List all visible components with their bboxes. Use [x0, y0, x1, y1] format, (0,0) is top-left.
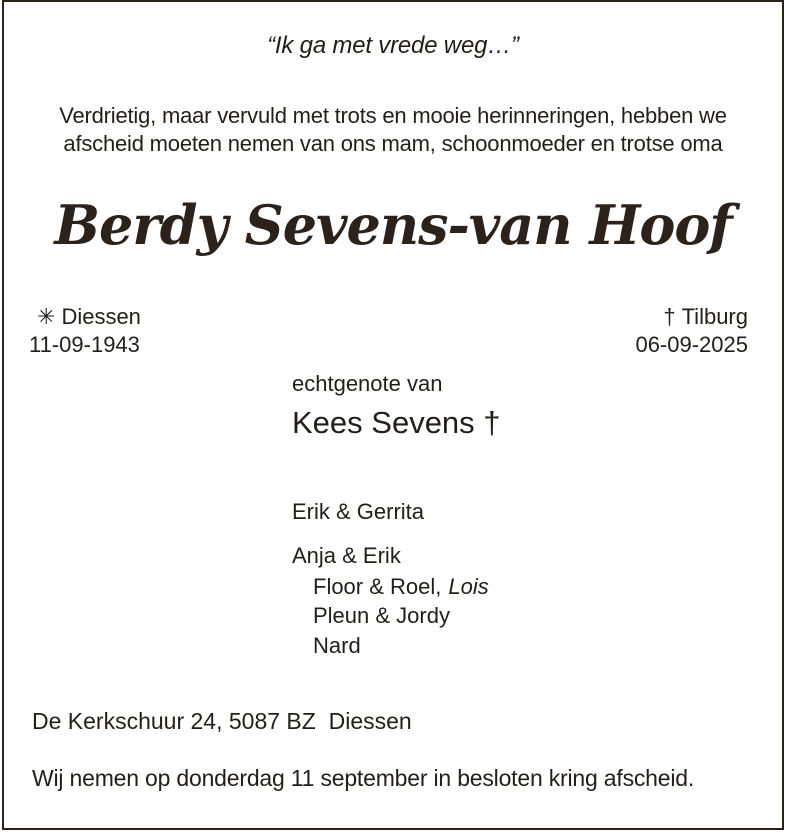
correspondence-address: De Kerkschuur 24, 5087 BZ Diessen [32, 708, 412, 734]
death-place: Tilburg [681, 304, 748, 329]
death-cross-icon: † [663, 304, 676, 329]
spouse-label: echtgenote van [292, 371, 443, 396]
birth-info [29, 303, 141, 359]
death-date: 06-09-2025 [635, 332, 748, 357]
family-line-grandchildren-3: Nard [313, 633, 361, 658]
obituary-card [2, 0, 784, 830]
intro-paragraph [4, 102, 782, 158]
birth-place: Diessen [61, 304, 141, 329]
spouse-name: Kees Sevens † [292, 405, 501, 440]
birth-place-line [29, 303, 141, 331]
family-line-grandchildren-2: Pleun & Jordy [313, 603, 450, 628]
death-place-line [635, 303, 748, 331]
family-line-children-2: Anja & Erik [292, 543, 401, 568]
closing-line: Wij nemen op donderdag 11 september in besloten kring afscheid. [32, 765, 695, 791]
intro-line-2: afscheid moeten nemen van ons mam, schoonmoeder en trotse oma [63, 131, 723, 156]
birth-date: 11-09-1943 [29, 332, 140, 357]
birth-star-icon: ✳ [37, 304, 56, 329]
great-grandchild-name: Lois [448, 574, 489, 599]
intro-line-1: Verdrietig, maar vervuld met trots en mooie herinneringen, hebben we [59, 103, 727, 128]
family-line-children-1: Erik & Gerrita [292, 499, 425, 524]
deceased-name: Berdy Sevens-van Hoof [54, 193, 732, 257]
grandchildren-names: Floor & Roel, [313, 574, 442, 599]
family-line-grandchildren-1 [313, 574, 489, 600]
death-info [635, 303, 748, 359]
opening-quote: “Ik ga met vrede weg…” [267, 32, 519, 59]
